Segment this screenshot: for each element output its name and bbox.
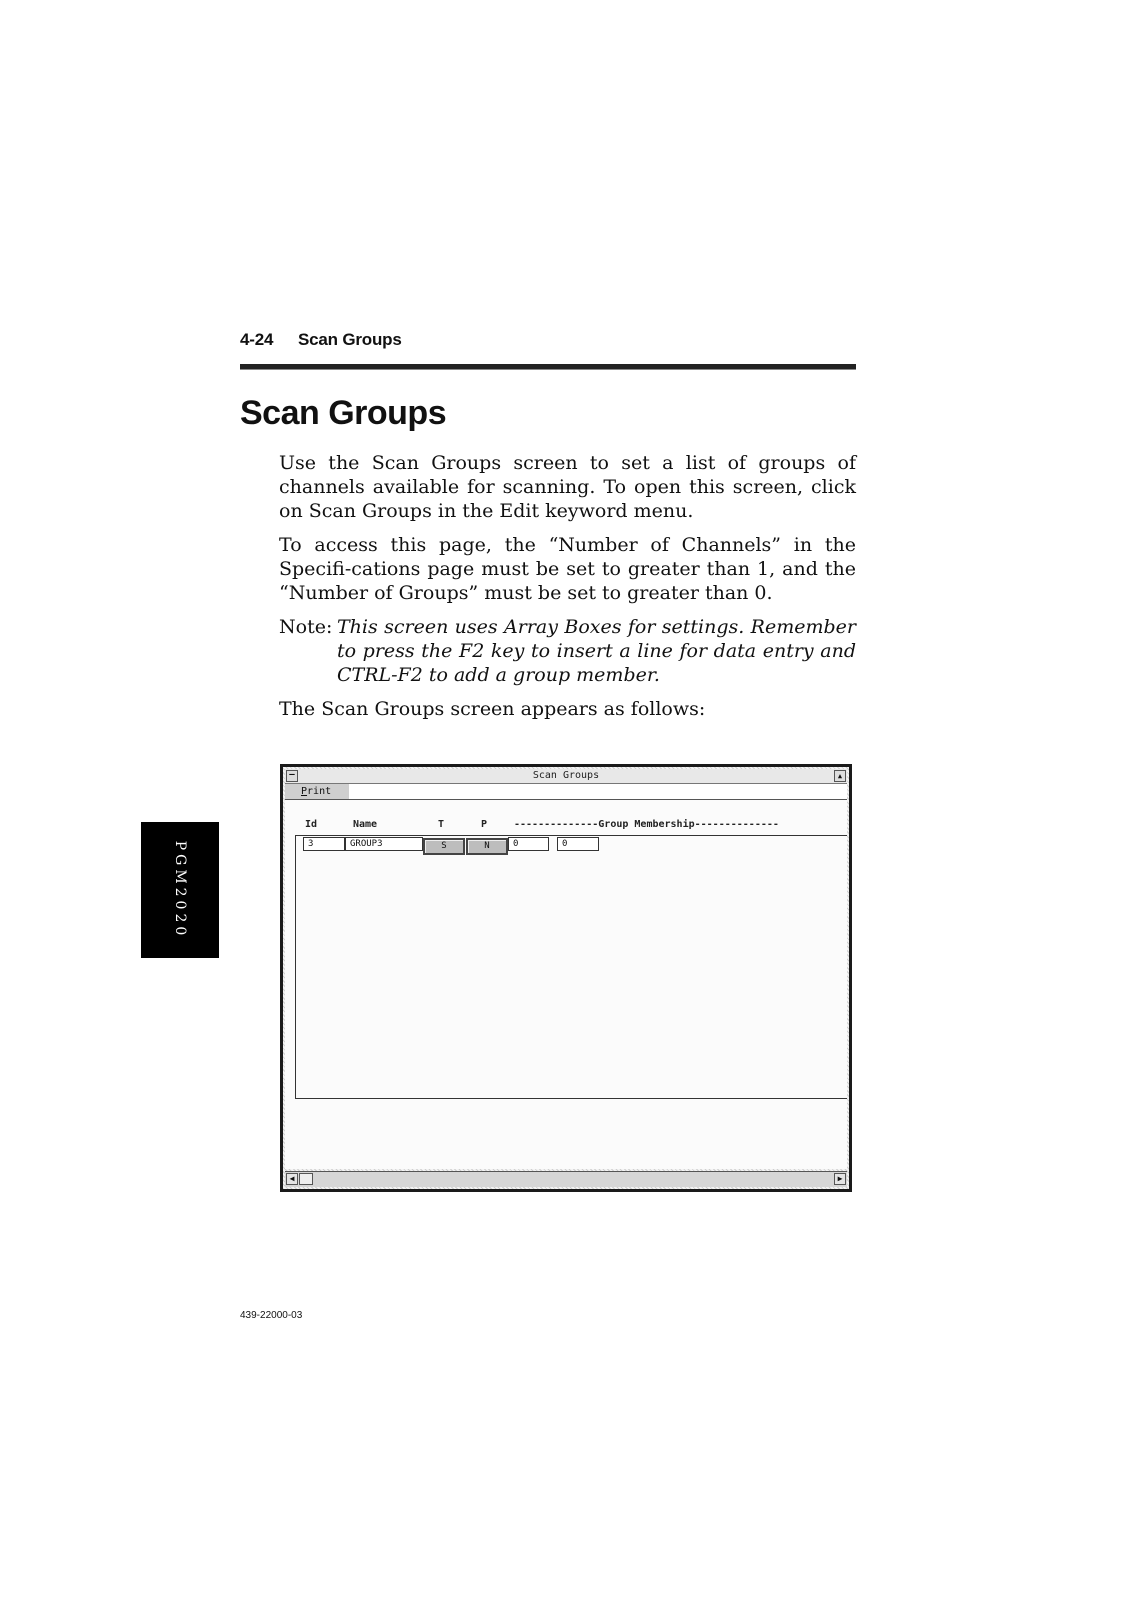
- minus-icon[interactable]: –: [286, 770, 298, 782]
- window-frame: [283, 767, 849, 1189]
- side-tab-label: PGM2020: [172, 840, 188, 940]
- client-area: [285, 800, 847, 1169]
- right-arrow-icon[interactable]: ▶: [834, 1173, 846, 1185]
- member-cell-2[interactable]: 0: [557, 837, 599, 851]
- menu-bar: [285, 784, 847, 800]
- side-tab: [141, 822, 219, 958]
- paragraph-screen-intro: The Scan Groups screen appears as follows:: [279, 698, 706, 720]
- paragraph-intro: Use the Scan Groups screen to set a list of groups of channels available for scanning. To open this screen, click on Scan Groups in the Edit keyword menu.: [279, 452, 856, 522]
- member-cell-1[interactable]: 0: [508, 837, 549, 851]
- menu-print[interactable]: [285, 784, 349, 799]
- document-number: 439-22000-03: [240, 1310, 303, 1321]
- scan-groups-array-box[interactable]: [295, 835, 847, 1099]
- id-cell[interactable]: 3: [303, 837, 345, 851]
- left-arrow-icon[interactable]: ◀: [286, 1173, 298, 1185]
- type-button[interactable]: S: [423, 838, 465, 855]
- title-bar[interactable]: [285, 769, 847, 784]
- scan-groups-window: [280, 764, 852, 1192]
- column-header-id: Id: [305, 819, 318, 830]
- print-hotkey: P: [301, 786, 308, 797]
- note: [279, 615, 856, 687]
- note-text: This screen uses Array Boxes for settings. Remember to press the F2 key to insert a line for data entry and CTRL-F2 to add a group member.: [337, 616, 856, 686]
- running-header-text: [240, 330, 856, 350]
- page-number: 4-24: [240, 330, 274, 349]
- section-title: Scan Groups: [240, 394, 447, 432]
- note-label: Note:: [279, 616, 333, 638]
- paragraph-access: To access this page, the “Number of Channels” in the Specifi-cations page must be set to greater than 1, and the “Number of Groups” must be set to greater than 0.: [279, 534, 856, 604]
- column-header-name: Name: [353, 819, 378, 830]
- header-rule: [240, 364, 856, 370]
- running-header-title: Scan Groups: [298, 330, 402, 349]
- running-header: [240, 330, 856, 350]
- print-label: rint: [307, 786, 332, 797]
- name-cell[interactable]: GROUP3: [345, 837, 423, 851]
- window-title: Scan Groups: [532, 770, 600, 781]
- scroll-thumb[interactable]: [299, 1173, 313, 1185]
- up-arrow-icon[interactable]: ▲: [834, 770, 846, 782]
- priority-button[interactable]: N: [466, 838, 508, 855]
- horizontal-scrollbar[interactable]: [285, 1171, 847, 1187]
- body-text: [279, 451, 856, 731]
- column-header-p: P: [481, 819, 488, 830]
- column-header-membership: --------------Group Membership--------------: [514, 819, 779, 830]
- column-header-t: T: [438, 819, 445, 830]
